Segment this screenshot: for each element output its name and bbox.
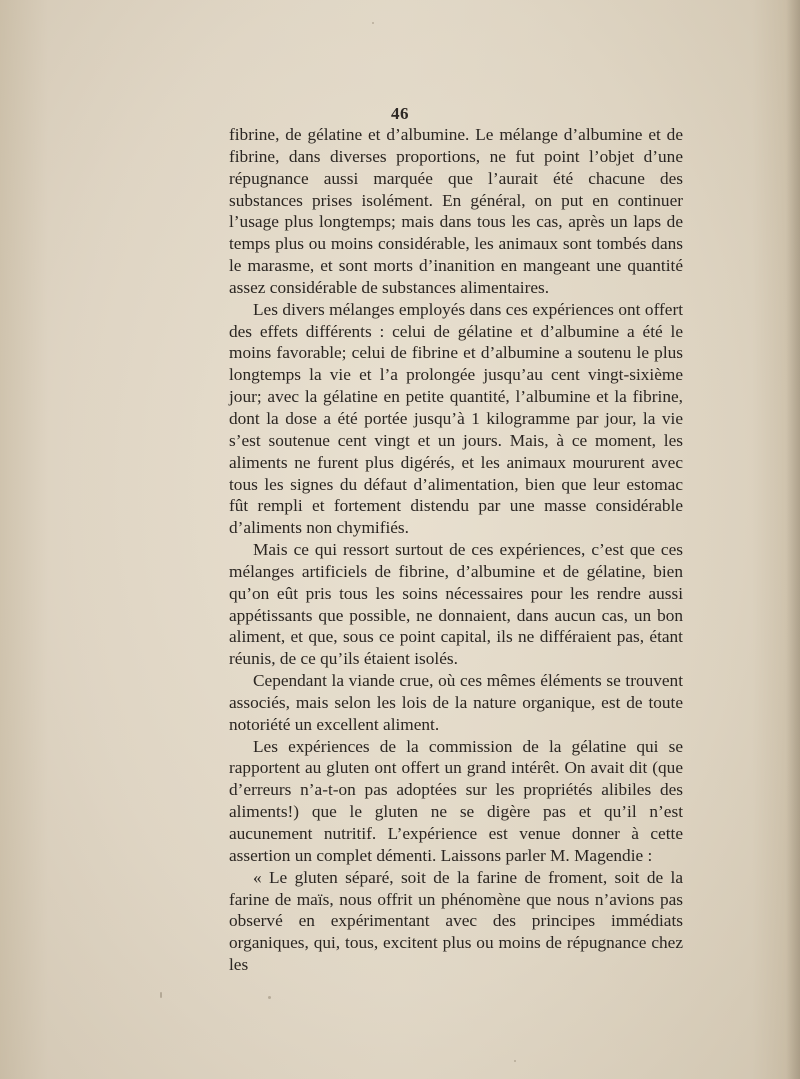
paragraph-3: Mais ce qui ressort surtout de ces expériences, c’est que ces mélanges artificiels de fibrine, d’albumine et de gélatine, bien qu’on eût pris tous les soins nécessaires pour les rendre aussi appétissants que possible, ne donnaient, dans aucun cas, un bon aliment, et que, sous ce point capital, ils ne différaient pas, étant réunis, de ce qu’ils étaient isolés.: [229, 540, 683, 669]
paragraph-1: fibrine, de gélatine et d’albumine. Le mélange d’albumine et de fibrine, dans diverses proportions, ne fut point l’objet d’une répugnance aussi marquée que l’aurait été chacune des substances prises isolément. En général, on put en continuer l’usage plus longtemps; mais dans tous les cas, après un laps de temps plus ou moins considérable, les animaux sont tombés dans le marasme, et sont morts d’inanition en mangeant une quantité assez considérable de substances alimentaires.: [229, 125, 683, 297]
paragraph-5: Les expériences de la commission de la gélatine qui se rapportent au gluten ont offert un grand intérêt. On avait dit (que d’erreurs n’a-t-on pas adoptées sur les propriétés alibiles des aliments!) que le gluten ne se digère pas et qu’il n’est aucunement nutritif. L’expérience est venue donner à cette assertion un complet démenti. Laissons parler M. Magendie :: [229, 736, 683, 865]
page-number: 46: [391, 104, 409, 123]
paragraph-2: Les divers mélanges employés dans ces expériences ont offert des effets différents : celui de gélatine et d’albumine a été le moins favorable; celui de fibrine et d’albumine a soutenu le plus longtemps la vie et l’a prolongée jusqu’au cent vingt-sixième jour; avec la gélatine en petite quantité, l’albumine et la fibrine, dont la dose a été portée jusqu’à 1 kilogramme par jour, la vie s’est soutenue cent vingt et un jours. Mais, à ce moment, les aliments ne furent plus digérés, et les animaux moururent avec tous les signes du défaut d’alimentation, bien que leur estomac fût rempli et fortement distendu par une masse considérable d’aliments non chymifiés.: [229, 299, 683, 538]
paragraph-6: « Le gluten séparé, soit de la farine de froment, soit de la farine de maïs, nous offrit un phénomène que nous n’avions pas observé en expérimentant avec des principes immédiats organiques, qui, tous, excitent plus ou moins de répugnance chez les: [229, 867, 683, 975]
page-edge-shadow: [786, 0, 800, 1079]
paper-speck: [160, 992, 162, 998]
paper-speck: [268, 996, 271, 999]
paper-speck: [514, 1060, 516, 1062]
paper-speck: [372, 22, 374, 24]
body-text: [229, 124, 683, 976]
paragraph-4: Cependant la viande crue, où ces mêmes éléments se trouvent associés, mais selon les lois de la nature organique, est de toute notoriété un excellent aliment.: [229, 671, 683, 734]
